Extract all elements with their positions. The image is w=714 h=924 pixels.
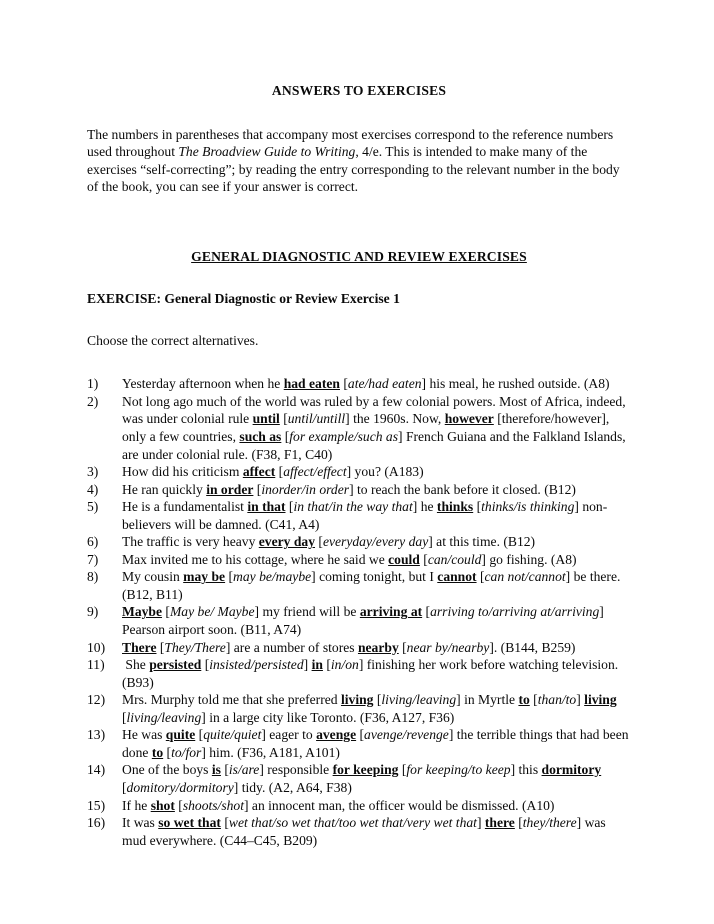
answer-item xyxy=(87,481,631,499)
answer-item-text: How did his criticism affect [affect/effect] you? (A183) xyxy=(122,464,424,480)
answer-item xyxy=(87,463,631,481)
answer-item xyxy=(87,726,631,761)
answer-item-text: Not long ago much of the world was ruled by a few colonial powers. Most of Africa, indeed, was under colonial rule until [until/untill] the 1960s. Now, however [therefore/however], only a few countries, such as [for example/such as] French Guiana and the Falkland Islands, are under colonial rule. (F38, F1, C40) xyxy=(122,393,626,462)
answer-item-number: 4) xyxy=(87,481,99,497)
answer-item-number: 6) xyxy=(87,534,99,550)
intro-paragraph xyxy=(87,100,631,196)
answer-item xyxy=(87,797,631,815)
answer-item xyxy=(87,393,631,463)
answer-item xyxy=(87,533,631,551)
answer-item-text: Maybe [May be/ Maybe] my friend will be arriving at [arriving to/arriving at/arriving] Pearson airport soon. (B11, A74) xyxy=(122,604,604,638)
exercise-instruction: Choose the correct alternatives. xyxy=(87,332,259,348)
answer-item-number: 13) xyxy=(87,727,106,743)
answer-item xyxy=(87,603,631,638)
answer-list xyxy=(87,349,631,849)
page-title: ANSWERS TO EXERCISES xyxy=(271,83,447,98)
book-title-reference: The Broadview Guide to Writing xyxy=(178,144,356,160)
exercise-heading: EXERCISE: General Diagnostic or Review Exercise 1 xyxy=(87,291,400,307)
answer-item-number: 2) xyxy=(87,393,99,409)
answer-item xyxy=(87,375,631,393)
answer-item-number: 3) xyxy=(87,464,99,480)
answer-item-text: He was quite [quite/quiet] eager to avenge [avenge/revenge] the terrible things that had been done to [to/for] him. (F36, A181, A101) xyxy=(122,727,629,760)
answer-item-number: 8) xyxy=(87,569,99,585)
answer-item-number: 15) xyxy=(87,797,106,813)
answer-item-number: 5) xyxy=(87,499,99,515)
answer-item-text: She persisted [insisted/persisted] in [in/on] finishing her work before watching television. (B93) xyxy=(122,657,619,690)
answer-item-number: 7) xyxy=(87,551,99,567)
answer-item-text: Yesterday afternoon when he had eaten [ate/had eaten] his meal, he rushed outside. (A8) xyxy=(122,376,610,392)
answer-item xyxy=(87,814,631,849)
answer-item xyxy=(87,656,631,691)
answer-item-text: One of the boys is [is/are] responsible for keeping [for keeping/to keep] this dormitory [domitory/dormitory] tidy. (A2, A64, F38) xyxy=(122,762,602,795)
answer-item xyxy=(87,551,631,569)
answer-item-text: My cousin may be [may be/maybe] coming tonight, but I cannot [can not/cannot] be there. (B12, B11) xyxy=(122,569,621,602)
section-heading-label: GENERAL DIAGNOSTIC AND REVIEW EXERCISES xyxy=(191,248,527,264)
answer-item-number: 14) xyxy=(87,762,106,778)
answer-item xyxy=(87,639,631,657)
section-heading xyxy=(87,196,631,266)
answer-item-text: Max invited me to his cottage, where he said we could [can/could] go fishing. (A8) xyxy=(122,551,577,567)
answer-item xyxy=(87,568,631,603)
answer-item-text: The traffic is very heavy every day [everyday/every day] at this time. (B12) xyxy=(122,534,536,550)
answer-item-text: There [They/There] are a number of stores nearby [near by/nearby]. (B144, B259) xyxy=(122,639,576,655)
answer-item-text: If he shot [shoots/shot] an innocent man, the officer would be dismissed. (A10) xyxy=(122,797,555,813)
answer-item-text: He is a fundamentalist in that [in that/in the way that] he thinks [thinks/is thinking] non-believers will be damned. (C41, A4) xyxy=(122,499,608,532)
answer-item-number: 9) xyxy=(87,604,99,620)
answer-item xyxy=(87,691,631,726)
answer-item-number: 11) xyxy=(87,657,105,673)
answer-item-text: Mrs. Murphy told me that she preferred living [living/leaving] in Myrtle to [than/to] living [living/leaving] in a large city like Toronto. (F36, A127, F36) xyxy=(122,692,617,725)
answer-item xyxy=(87,498,631,533)
answer-item-number: 12) xyxy=(87,692,106,708)
answer-item-text: It was so wet that [wet that/so wet that/too wet that/very wet that] there [they/there] was mud everywhere. (C44–C45, B209) xyxy=(122,815,606,848)
answer-item-number: 16) xyxy=(87,815,106,831)
page-content xyxy=(87,0,631,849)
answer-item-text: He ran quickly in order [inorder/in order] to reach the bank before it closed. (B12) xyxy=(122,481,576,497)
answer-item-number: 10) xyxy=(87,639,106,655)
answer-item xyxy=(87,761,631,796)
intro-text-before-book-title: The numbers in parentheses that accompany most exercises correspond to the reference numbers used throughout xyxy=(87,126,614,160)
intro-text-after-book-title: , 4/e. This is intended to make many of the exercises “self-correcting”; by reading the entry corresponding to the relevant number in the body of the book, you can see if your answer is correct. xyxy=(87,144,620,195)
answer-item-number: 1) xyxy=(87,376,99,392)
